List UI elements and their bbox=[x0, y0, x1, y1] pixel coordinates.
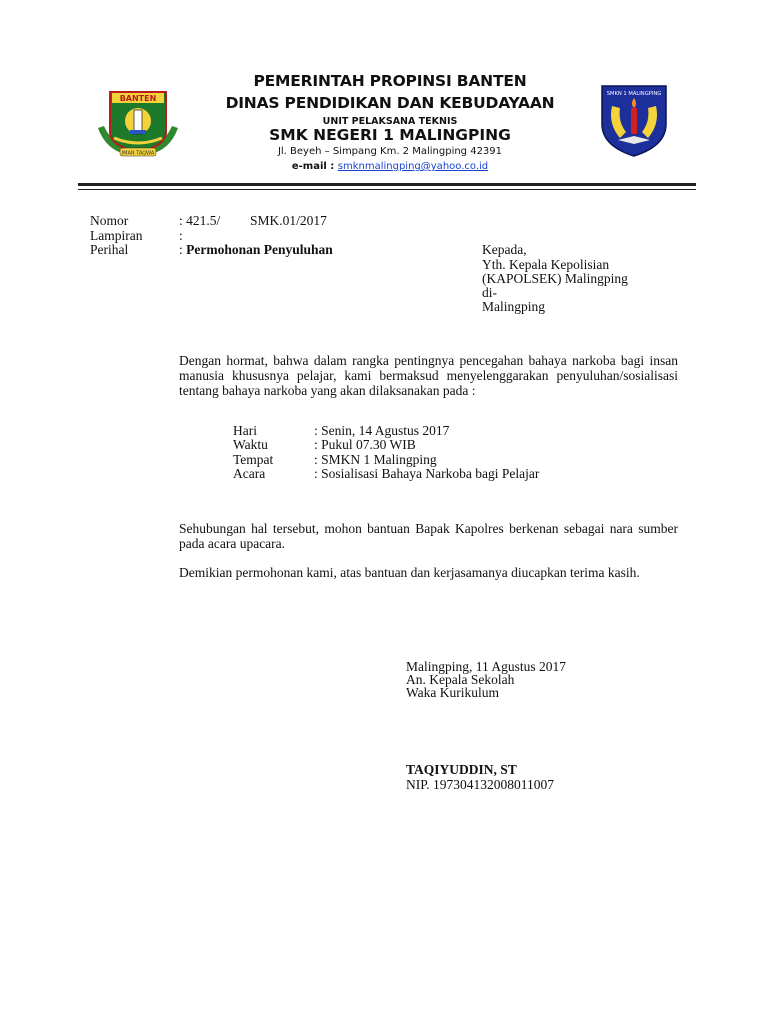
signature-nip: NIP. 197304132008011007 bbox=[406, 777, 555, 792]
perihal-subject: Permohonan Penyuluhan bbox=[186, 242, 333, 257]
nomor-value: : 421.5/ bbox=[179, 213, 221, 228]
letterhead-address: Jl. Beyeh – Simpang Km. 2 Malingping 42391 bbox=[277, 146, 503, 157]
recipient-city: Malingping bbox=[482, 299, 545, 314]
perihal-value bbox=[179, 242, 333, 257]
detail-hari-label: Hari bbox=[233, 423, 257, 438]
letterhead-government: PEMERINTAH PROPINSI BANTEN bbox=[253, 72, 527, 90]
banten-logo bbox=[96, 88, 180, 160]
letterhead-department: DINAS PENDIDIKAN DAN KEBUDAYAAN bbox=[225, 94, 555, 112]
letterhead-rule-thick bbox=[78, 183, 696, 186]
svg-text:BANTEN: BANTEN bbox=[119, 94, 157, 103]
detail-acara-value: : Sosialisasi Bahaya Narkoba bagi Pelajar bbox=[314, 466, 540, 481]
recipient-title: Yth. Kepala Kepolisian bbox=[482, 257, 610, 272]
letterhead-unit: UNIT PELAKSANA TEKNIS bbox=[322, 116, 458, 127]
recipient-office: (KAPOLSEK) Malingping bbox=[482, 271, 628, 286]
nomor-code: SMK.01/2017 bbox=[250, 213, 327, 228]
svg-text:IMAN TAQWA: IMAN TAQWA bbox=[121, 150, 155, 157]
detail-acara-label: Acara bbox=[233, 466, 266, 481]
signature-position: Waka Kurikulum bbox=[406, 685, 500, 700]
detail-tempat-label: Tempat bbox=[233, 452, 274, 467]
letterhead-rule-thin bbox=[78, 189, 696, 190]
closing-paragraph: Demikian permohonan kami, atas bantuan dan kerjasamanya diucapkan terima kasih. bbox=[179, 565, 640, 580]
letterhead-school-name: SMK NEGERI 1 MALINGPING bbox=[269, 126, 511, 144]
opening-paragraph: Dengan hormat, bahwa dalam rangka pentingnya pencegahan bahaya narkoba bagi insan manusia khususnya pelajar, kami bermaksud menyelenggarakan penyuluhan/sosialisasi tentang bahaya narkoba yang akan dilaksanakan pada : bbox=[179, 353, 678, 398]
detail-tempat-value: : SMKN 1 Malingping bbox=[314, 452, 437, 467]
email-link[interactable]: smknmalingping@yahoo.co.id bbox=[337, 161, 489, 172]
lampiran-label: Lampiran bbox=[90, 228, 143, 243]
email-label: e-mail : bbox=[291, 161, 338, 172]
detail-hari-value: : Senin, 14 Agustus 2017 bbox=[314, 423, 450, 438]
signature-on-behalf: An. Kepala Sekolah bbox=[406, 672, 515, 687]
nomor-label: Nomor bbox=[90, 213, 129, 228]
svg-text:SMKN 1 MALINGPING: SMKN 1 MALINGPING bbox=[606, 91, 662, 97]
detail-waktu-label: Waktu bbox=[233, 437, 268, 452]
letterhead-email-line bbox=[180, 161, 600, 172]
detail-waktu-value: : Pukul 07.30 WIB bbox=[314, 437, 416, 452]
perihal-colon: : bbox=[179, 242, 187, 257]
recipient-greeting: Kepada, bbox=[482, 242, 527, 257]
recipient-at: di- bbox=[482, 285, 497, 300]
lampiran-value: : bbox=[179, 228, 183, 243]
signature-place-date: Malingping, 11 Agustus 2017 bbox=[406, 659, 567, 674]
request-paragraph: Sehubungan hal tersebut, mohon bantuan Bapak Kapolres berkenan sebagai nara sumber pada acara upacara. bbox=[179, 521, 678, 551]
school-logo bbox=[600, 84, 668, 158]
perihal-label: Perihal bbox=[90, 242, 129, 257]
signature-name: TAQIYUDDIN, ST bbox=[406, 762, 517, 777]
